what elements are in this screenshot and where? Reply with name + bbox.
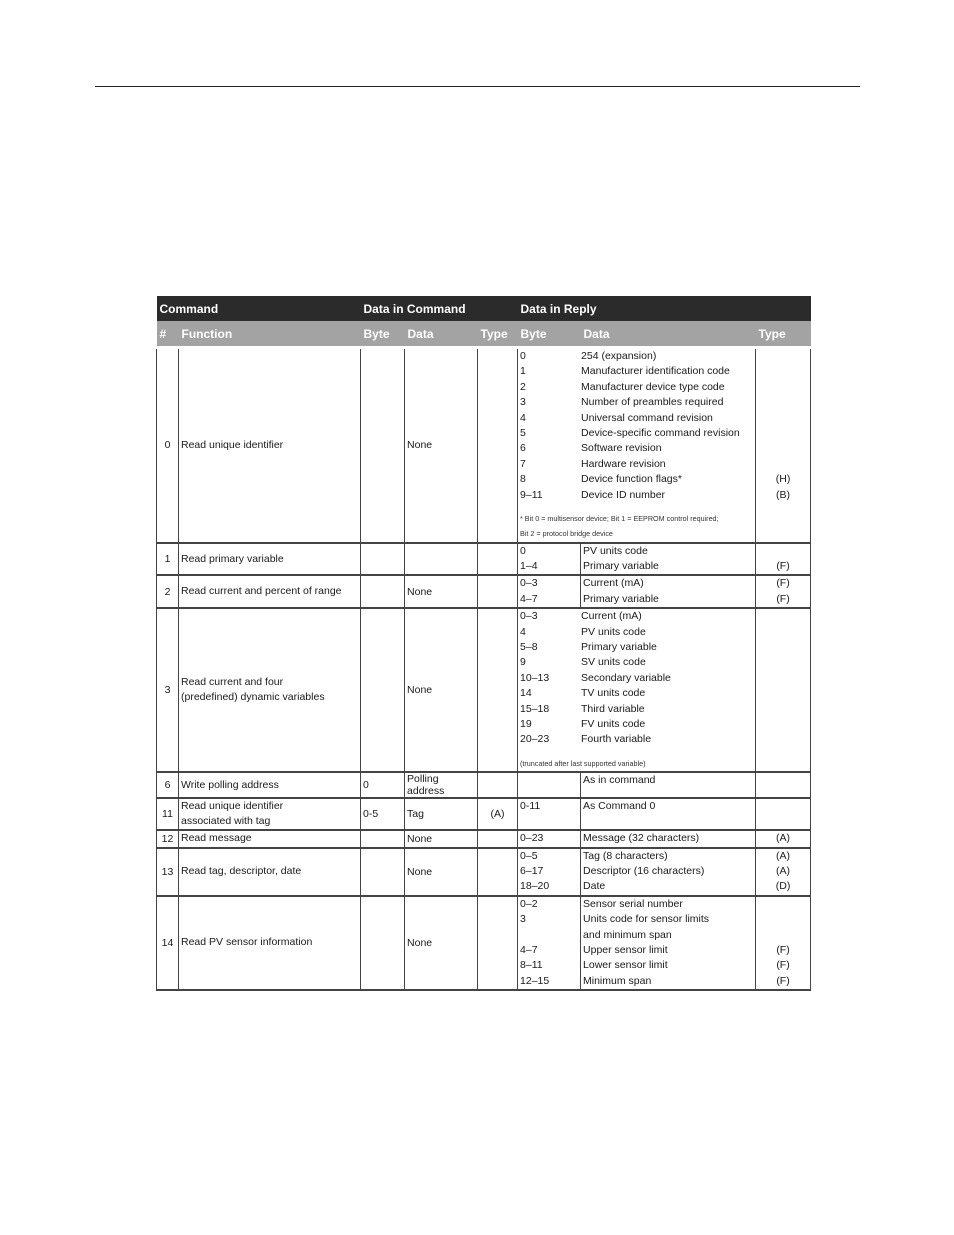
reply-data-value: Tag (8 characters) [583, 849, 668, 862]
reply-data-value: SV units code [581, 656, 646, 669]
reply-type-value [758, 426, 808, 441]
reply-byte [518, 772, 581, 798]
command-byte [361, 608, 405, 772]
reply-footnote: * Bit 0 = multisensor device; Bit 1 = EEPROM control required; [520, 513, 719, 523]
table-row [157, 543, 811, 576]
reply-byte-value: 4–7 [520, 943, 538, 956]
reply-type [756, 575, 811, 608]
reply-byte-value: 8–11 [520, 959, 543, 972]
table-row [157, 896, 811, 990]
reply-data-value: Device ID number [581, 488, 666, 501]
reply-byte-value: 6–17 [520, 864, 544, 877]
command-type [478, 772, 518, 798]
reply-byte [518, 608, 756, 772]
reply-type-value: (H) [775, 473, 791, 486]
command-byte [361, 575, 405, 608]
reply-byte-value: 9–11 [520, 488, 543, 501]
command-type: (A) [478, 798, 518, 830]
reply-data [581, 575, 756, 608]
reply-byte-value: 2 [520, 380, 526, 393]
header-row-columns [157, 321, 811, 348]
reply-data-value: and minimum span [583, 928, 672, 941]
reply-byte-value: 6 [520, 442, 526, 455]
table-row [157, 575, 811, 608]
reply-byte-value: 4–7 [520, 592, 538, 605]
reply-data-value: FV units code [581, 717, 646, 730]
reply-type-value [758, 702, 808, 717]
command-function [179, 830, 361, 847]
reply-type [756, 798, 811, 830]
reply-type-value [758, 640, 808, 655]
command-function [179, 348, 361, 543]
reply-type-value [758, 773, 808, 788]
reply-byte-value: 0 [520, 350, 526, 362]
reply-byte-value: 15–18 [520, 702, 550, 715]
command-byte [361, 896, 405, 990]
col-byte: Byte [361, 321, 405, 348]
reply-data [581, 896, 756, 990]
reply-data-value: Upper sensor limit [583, 943, 668, 956]
reply-byte-value: 4 [520, 411, 526, 424]
reply-type-value: (F) [776, 560, 790, 573]
reply-type [756, 830, 811, 847]
command-function [179, 848, 361, 896]
reply-type-value [758, 364, 808, 379]
header-row-group [157, 296, 811, 321]
reply-type [756, 848, 811, 896]
reply-footnote: (truncated after last supported variable) [520, 758, 646, 768]
reply-type-value [758, 686, 808, 701]
reply-byte-value: 0–5 [520, 849, 538, 862]
command-number: 12 [157, 830, 179, 847]
reply-data-value: PV units code [583, 544, 648, 557]
command-type [478, 896, 518, 990]
col-num: # [157, 321, 179, 348]
reply-type-value [758, 655, 808, 670]
command-data: Polling address [405, 772, 478, 798]
table-row [157, 348, 811, 543]
command-function [179, 543, 361, 576]
reply-data-value: Units code for sensor limits [583, 913, 710, 926]
reply-type-value [758, 441, 808, 456]
reply-byte-value: 3 [520, 396, 526, 409]
command-data: None [405, 575, 478, 608]
reply-byte-value: 14 [520, 687, 532, 700]
reply-byte-value: 0–3 [520, 577, 538, 590]
reply-type-value [758, 897, 808, 912]
function-line: Read primary variable [181, 552, 284, 565]
command-function [179, 772, 361, 798]
reply-data-value: Descriptor (16 characters) [583, 864, 705, 877]
reply-data-value: Fourth variable [581, 733, 652, 746]
reply-data-value: Primary variable [581, 641, 657, 654]
reply-data-value: Hardware revision [581, 457, 666, 470]
reply-byte-value: 0–2 [520, 897, 538, 910]
command-function [179, 798, 361, 830]
reply-lines [520, 609, 753, 748]
reply-type [756, 608, 811, 772]
reply-data-value: Current (mA) [583, 577, 644, 590]
reply-type-value [758, 544, 808, 559]
command-data: None [405, 830, 478, 847]
reply-byte [518, 798, 581, 830]
reply-byte-value: 7 [520, 457, 526, 470]
command-type [478, 575, 518, 608]
reply-data-value: Message (32 characters) [583, 832, 700, 845]
reply-data-value: Third variable [581, 702, 645, 715]
reply-type-value [758, 671, 808, 686]
hart-command-table [156, 296, 811, 991]
col-reply-type: Type [756, 321, 811, 348]
function-line: Read unique identifier [181, 800, 284, 813]
function-line: Read current and percent of range [181, 585, 342, 598]
table-row [157, 608, 811, 772]
reply-byte [518, 575, 581, 608]
reply-byte [518, 830, 581, 847]
function-line: associated with tag [181, 815, 271, 828]
command-data: None [405, 348, 478, 543]
reply-byte-value: 1 [520, 365, 526, 378]
reply-data-value: Software revision [581, 442, 662, 455]
reply-type-value: (D) [775, 880, 791, 893]
reply-type [756, 896, 811, 990]
reply-data-value: As in command [583, 774, 656, 787]
col-reply-data: Data [581, 321, 756, 348]
table-row [157, 798, 811, 830]
command-byte [361, 830, 405, 847]
reply-byte [518, 896, 581, 990]
reply-data-value: TV units code [581, 687, 646, 700]
reply-type-value [758, 411, 808, 426]
table-row [157, 848, 811, 896]
page-header-rule [95, 86, 860, 87]
command-byte [361, 543, 405, 576]
header-data-in-reply: Data in Reply [518, 296, 811, 321]
reply-type [756, 348, 811, 543]
table-body [157, 348, 811, 991]
table-row [157, 830, 811, 847]
col-function: Function [179, 321, 361, 348]
command-number: 0 [157, 348, 179, 543]
reply-footnote: Bit 2 = protocol bridge device [520, 529, 613, 539]
reply-data-value: Manufacturer identification code [581, 365, 730, 378]
reply-byte-value: 4 [520, 625, 526, 638]
reply-data-value: Number of preambles required [581, 396, 724, 409]
reply-data-value: Device-specific command revision [581, 426, 740, 439]
command-function [179, 575, 361, 608]
reply-type-value [758, 717, 808, 732]
reply-type-value: (A) [776, 849, 791, 862]
command-number: 11 [157, 798, 179, 830]
reply-type-value [758, 732, 808, 747]
header-data-in-command: Data in Command [361, 296, 518, 321]
reply-byte-value: 0–3 [520, 610, 538, 623]
reply-data-value: PV units code [581, 625, 646, 638]
command-data: None [405, 848, 478, 896]
reply-type-value: (A) [776, 832, 791, 845]
table-row [157, 772, 811, 798]
reply-data-value: Primary variable [583, 560, 659, 573]
reply-byte [518, 348, 756, 543]
reply-data-value: Current (mA) [581, 610, 642, 623]
command-number: 14 [157, 896, 179, 990]
command-number: 3 [157, 608, 179, 772]
command-type [478, 608, 518, 772]
reply-byte-value: 18–20 [520, 880, 550, 893]
reply-type-value [758, 349, 808, 364]
reply-byte-value [520, 928, 578, 943]
col-type: Type [478, 321, 518, 348]
reply-byte-value: 12–15 [520, 974, 550, 987]
col-reply-byte: Byte [518, 321, 581, 348]
command-data: Tag [405, 798, 478, 830]
reply-byte [518, 543, 581, 576]
reply-data-value: Sensor serial number [583, 897, 683, 910]
reply-type-value [758, 457, 808, 472]
reply-data-value: Primary variable [583, 592, 659, 605]
reply-data-value: Lower sensor limit [583, 959, 668, 972]
reply-data-value: 254 (expansion) [581, 350, 657, 362]
reply-data-value: Universal command revision [581, 411, 713, 424]
command-type [478, 543, 518, 576]
reply-byte [518, 848, 581, 896]
reply-data-value: Date [583, 880, 606, 893]
command-function [179, 896, 361, 990]
reply-byte-value: 19 [520, 717, 532, 730]
reply-type [756, 543, 811, 576]
command-byte [361, 348, 405, 543]
command-type [478, 348, 518, 543]
reply-data [581, 543, 756, 576]
reply-type-value: (F) [776, 943, 790, 956]
command-data: None [405, 608, 478, 772]
reply-type-value: (A) [776, 864, 791, 877]
reply-type-value [758, 395, 808, 410]
reply-data [581, 798, 756, 830]
command-byte: 0 [361, 772, 405, 798]
reply-byte-value: 8 [520, 473, 526, 486]
command-byte [361, 848, 405, 896]
reply-byte-value: 9 [520, 656, 526, 669]
reply-type-value [758, 380, 808, 395]
reply-data-value: As Command 0 [583, 800, 656, 813]
reply-byte-value [520, 773, 578, 788]
reply-type-value: (B) [776, 488, 791, 501]
reply-byte-value: 10–13 [520, 671, 550, 684]
function-line: Read PV sensor information [181, 936, 313, 949]
reply-type [756, 772, 811, 798]
function-line: Read message [181, 832, 252, 845]
reply-type-value [758, 928, 808, 943]
function-line: Read tag, descriptor, date [181, 865, 302, 878]
spacer [520, 503, 753, 511]
command-type [478, 830, 518, 847]
reply-data-value: Device function flags* [581, 473, 682, 486]
command-data: None [405, 896, 478, 990]
reply-type-value: (F) [776, 974, 790, 987]
reply-byte-value: 0 [520, 544, 526, 557]
col-data: Data [405, 321, 478, 348]
command-number: 13 [157, 848, 179, 896]
reply-byte-value: 3 [520, 913, 526, 926]
function-line: Read unique identifier [181, 438, 284, 451]
reply-byte-value: 5–8 [520, 641, 538, 654]
reply-data-value: Minimum span [583, 974, 652, 987]
reply-data-value: Manufacturer device type code [581, 380, 725, 393]
reply-byte-value: 20–23 [520, 733, 550, 746]
reply-lines [520, 349, 753, 503]
reply-byte-value: 1–4 [520, 560, 538, 573]
reply-byte-value: 5 [520, 426, 526, 439]
reply-data [581, 848, 756, 896]
reply-data-value: Secondary variable [581, 671, 671, 684]
reply-type-value: (F) [776, 592, 790, 605]
command-number: 2 [157, 575, 179, 608]
function-line: (predefined) dynamic variables [181, 691, 325, 704]
command-number: 1 [157, 543, 179, 576]
reply-type-value [758, 912, 808, 927]
reply-type-value [758, 609, 808, 624]
function-line: Write polling address [181, 778, 279, 791]
reply-data [581, 772, 756, 798]
reply-type-value [758, 799, 808, 814]
command-type [478, 848, 518, 896]
function-line: Read current and four [181, 676, 284, 689]
reply-type-value: (F) [776, 959, 790, 972]
command-function [179, 608, 361, 772]
reply-byte-value: 0-11 [520, 800, 541, 813]
header-command: Command [157, 296, 361, 321]
reply-type-value: (F) [776, 577, 790, 590]
spacer [520, 748, 753, 756]
command-byte: 0-5 [361, 798, 405, 830]
reply-data [581, 830, 756, 847]
command-data [405, 543, 478, 576]
reply-byte-value: 0–23 [520, 832, 544, 845]
command-number: 6 [157, 772, 179, 798]
reply-type-value [758, 625, 808, 640]
